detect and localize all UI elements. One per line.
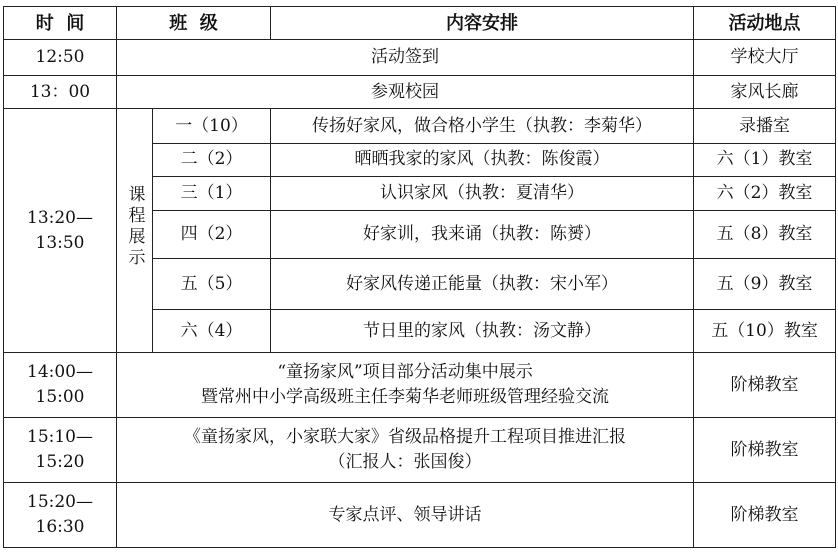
courses-group-label — [117, 109, 153, 353]
course-content: 晒晒我家的家风（执教：陈俊霞） — [271, 143, 694, 176]
review-time-start: 15:20— — [27, 492, 93, 513]
header-row — [4, 7, 836, 40]
signin-content: 活动签到 — [117, 40, 694, 75]
showcase-content — [117, 353, 694, 418]
showcase-time-end: 15:00 — [35, 387, 85, 408]
header-content: 内容安排 — [271, 7, 694, 40]
course-grade: 六（4） — [153, 309, 271, 353]
row-tour — [4, 75, 836, 108]
showcase-time — [4, 353, 117, 418]
review-content: 专家点评、领导讲话 — [117, 483, 694, 548]
course-content: 好家训，我来诵（执教：陈赟） — [271, 210, 694, 259]
courses-group-text: 课程展示 — [124, 184, 145, 269]
header-class: 班 级 — [117, 7, 271, 40]
report-content-line2: （汇报人：张国俊） — [328, 452, 482, 473]
row-review — [4, 483, 836, 548]
course-content: 认识家风（执教：夏清华） — [271, 177, 694, 210]
report-location: 阶梯教室 — [694, 418, 836, 483]
tour-location: 家风长廊 — [694, 75, 836, 108]
course-grade: 四（2） — [153, 210, 271, 259]
course-content: 传扬好家风，做合格小学生（执教：李菊华） — [271, 109, 694, 143]
row-showcase — [4, 353, 836, 418]
course-content: 好家风传递正能量（执教：宋小军） — [271, 259, 694, 310]
tour-content: 参观校园 — [117, 75, 694, 108]
signin-time: 12:50 — [4, 40, 117, 75]
course-grade: 二（2） — [153, 143, 271, 176]
course-location: 五（9）教室 — [694, 259, 836, 310]
courses-time — [4, 109, 117, 353]
course-location: 录播室 — [694, 109, 836, 143]
showcase-time-start: 14:00— — [27, 362, 93, 383]
course-location: 五（8）教室 — [694, 210, 836, 259]
review-time — [4, 483, 117, 548]
tour-time: 13：00 — [4, 75, 117, 108]
row-signin — [4, 40, 836, 75]
showcase-location: 阶梯教室 — [694, 353, 836, 418]
course-location: 六（1）教室 — [694, 143, 836, 176]
schedule-table — [3, 6, 836, 548]
showcase-content-line2: 暨常州中小学高级班主任李菊华老师班级管理经验交流 — [201, 387, 609, 408]
showcase-content-line1: “童扬家风”项目部分活动集中展示 — [277, 362, 533, 383]
review-location: 阶梯教室 — [694, 483, 836, 548]
header-time: 时 间 — [4, 7, 117, 40]
header-location: 活动地点 — [694, 7, 836, 40]
report-content-line1: 《童扬家风，小家联大家》省级品格提升工程项目推进汇报 — [184, 427, 626, 448]
course-grade: 一（10） — [153, 109, 271, 143]
course-row — [4, 109, 836, 143]
report-content — [117, 418, 694, 483]
report-time-end: 15:20 — [35, 452, 85, 473]
course-grade: 三（1） — [153, 177, 271, 210]
review-time-end: 16:30 — [35, 517, 85, 538]
courses-time-end: 13:50 — [35, 232, 85, 253]
signin-location: 学校大厅 — [694, 40, 836, 75]
course-grade: 五（5） — [153, 259, 271, 310]
row-report — [4, 418, 836, 483]
course-content: 节日里的家风（执教：汤文静） — [271, 309, 694, 353]
courses-time-start: 13:20— — [27, 207, 93, 228]
course-location: 五（10）教室 — [694, 309, 836, 353]
report-time — [4, 418, 117, 483]
report-time-start: 15:10— — [27, 427, 93, 448]
course-location: 六（2）教室 — [694, 177, 836, 210]
